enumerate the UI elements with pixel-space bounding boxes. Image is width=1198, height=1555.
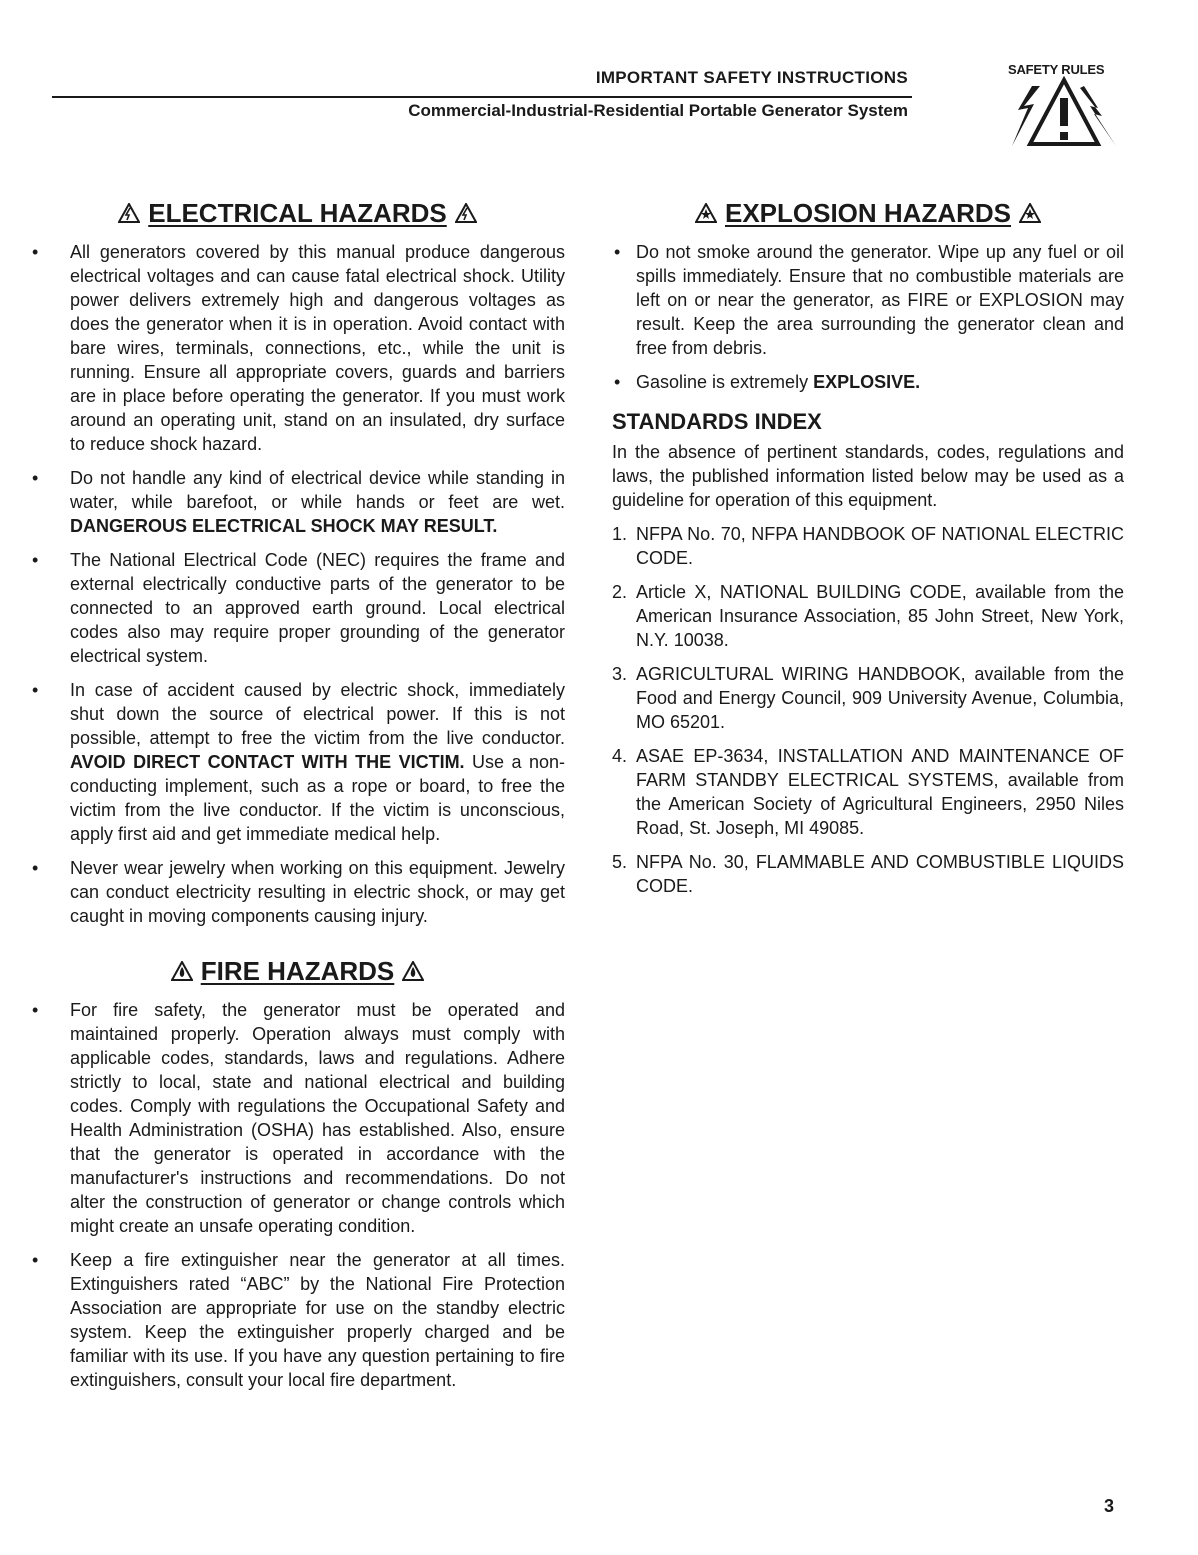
warning-triangle-icon xyxy=(455,203,477,223)
bullet-text: Gasoline is extremely xyxy=(636,372,809,392)
bullet-text: For fire safety, the generator must be operated and maintained properly. Operation always must comply with applicable codes, standards, laws and regulations. Adhere strictly to local, state and national electrical and building codes. Comply with regulations the Occupational Safety and Health Administration (OSHA) has established. Also, ensure that the generator is operated in accordance with the manufacturer's instructions and recommendations. Do not alter the construction of generator or change controls which might create an unsafe operating condition. xyxy=(70,1000,565,1236)
explosion-warning-icon xyxy=(695,203,717,223)
bullet-text: The National Electrical Code (NEC) requires the frame and external electrically conductive parts of the generator to be connected to an approved earth ground. Local electrical codes also may require proper grounding of the generator electrical system. xyxy=(70,550,565,666)
list-item xyxy=(30,998,565,1238)
bullet-bold-text: DANGEROUS ELECTRICAL SHOCK MAY RESULT. xyxy=(70,516,498,536)
standards-item xyxy=(612,850,1124,898)
explosion-hazards-heading xyxy=(612,196,1124,230)
explosion-warning-icon xyxy=(1019,203,1041,223)
list-item xyxy=(30,1248,565,1392)
safety-warning-icon xyxy=(1010,76,1118,148)
fire-hazards-title: FIRE HAZARDS xyxy=(200,956,395,986)
standards-item-text: ASAE EP-3634, INSTALLATION AND MAINTENANCE OF FARM STANDBY ELECTRICAL SYSTEMS, available from the American Society of Agricultural Engineers, 2950 Niles Road, St. Joseph, MI 49085. xyxy=(636,746,1124,838)
standards-intro: In the absence of pertinent standards, codes, regulations and laws, the published information listed below may be used as a guideline for operation of this equipment. xyxy=(612,442,1124,510)
standards-item-number: 3. xyxy=(612,664,628,684)
list-item xyxy=(612,240,1124,360)
standards-item xyxy=(612,580,1124,652)
list-item xyxy=(30,856,565,928)
list-item xyxy=(30,678,565,846)
standards-index-heading: STANDARDS INDEX xyxy=(612,409,822,434)
standards-item-text: NFPA No. 70, NFPA HANDBOOK OF NATIONAL ELECTRIC CODE. xyxy=(636,524,1124,568)
left-column xyxy=(30,196,565,1402)
standards-item-number: 1. xyxy=(612,524,628,544)
bullet-bold-text: AVOID DIRECT CONTACT WITH THE VICTIM. xyxy=(70,752,465,772)
list-item xyxy=(30,240,565,456)
warning-triangle-icon xyxy=(118,203,140,223)
bullet-bold-text: EXPLOSIVE. xyxy=(813,372,921,392)
bullet-text: Do not smoke around the generator. Wipe up any fuel or oil spills immediately. Ensure that no combustible materials are left on or near the generator, as FIRE or EXPLOSION may result. Keep the area surrounding the generator clean and free from debris. xyxy=(636,242,1124,358)
page-number: 3 xyxy=(1104,1496,1115,1516)
header-subtitle: Commercial-Industrial-Residential Portable Generator System xyxy=(408,101,908,120)
standards-item xyxy=(612,662,1124,734)
standards-item xyxy=(612,522,1124,570)
bullet-text: Use a non-conducting implement, such as a rope or board, to free the victim from the live conductor. If the victim is unconscious, apply first aid and get immediate medical help. xyxy=(70,752,565,844)
electrical-hazards-heading xyxy=(30,196,565,230)
bullet-text: Never wear jewelry when working on this equipment. Jewelry can conduct electricity resulting in electric shock, or may get caught in moving components causing injury. xyxy=(70,858,565,926)
header-title: IMPORTANT SAFETY INSTRUCTIONS xyxy=(595,68,908,87)
bullet-text: Keep a fire extinguisher near the generator at all times. Extinguishers rated “ABC” by the National Fire Protection Association are appropriate for use on the standby electric system. Keep the extinguisher properly charged and be familiar with its use. If you have any question pertaining to fire extinguishers, consult your local fire department. xyxy=(70,1250,565,1390)
standards-item-text: Article X, NATIONAL BUILDING CODE, available from the American Insurance Association, 85 John Street, New York, N.Y. 10038. xyxy=(636,582,1124,650)
standards-item-number: 5. xyxy=(612,852,628,872)
list-item xyxy=(30,548,565,668)
header-rule xyxy=(52,96,912,98)
electrical-hazards-title: ELECTRICAL HAZARDS xyxy=(148,198,447,228)
standards-item-text: NFPA No. 30, FLAMMABLE AND COMBUSTIBLE LIQUIDS CODE. xyxy=(636,852,1124,896)
fire-warning-icon xyxy=(171,961,193,981)
bullet-text: Do not handle any kind of electrical device while standing in water, while barefoot, or while hands or feet are wet. xyxy=(70,468,565,512)
explosion-hazards-list xyxy=(612,240,1124,394)
fire-hazards-heading xyxy=(30,954,565,988)
standards-item-number: 4. xyxy=(612,746,628,766)
standards-list xyxy=(612,522,1124,898)
list-item xyxy=(30,466,565,538)
fire-hazards-list xyxy=(30,998,565,1392)
list-item xyxy=(612,370,1124,394)
right-column xyxy=(612,196,1124,908)
standards-item-number: 2. xyxy=(612,582,628,602)
standards-item-text: AGRICULTURAL WIRING HANDBOOK, available from the Food and Energy Council, 909 University Avenue, Columbia, MO 65201. xyxy=(636,664,1124,732)
explosion-hazards-title: EXPLOSION HAZARDS xyxy=(724,198,1012,228)
fire-warning-icon xyxy=(402,961,424,981)
standards-item xyxy=(612,744,1124,840)
bullet-text: In case of accident caused by electric shock, immediately shut down the source of electrical power. If this is not possible, attempt to free the victim from the live conductor. xyxy=(70,680,565,748)
safety-rules-label: SAFETY RULES xyxy=(1008,62,1105,77)
bullet-text: All generators covered by this manual produce dangerous electrical voltages and can cause fatal electrical shock. Utility power delivers extremely high and dangerous voltages as does the generator when it is in operation. Avoid contact with bare wires, terminals, connections, etc., while the unit is running. Ensure all appropriate covers, guards and barriers are in place before operating the generator. If you must work around an operating unit, stand on an insulated, dry surface to reduce shock hazard. xyxy=(70,242,565,454)
electrical-hazards-list xyxy=(30,240,565,928)
